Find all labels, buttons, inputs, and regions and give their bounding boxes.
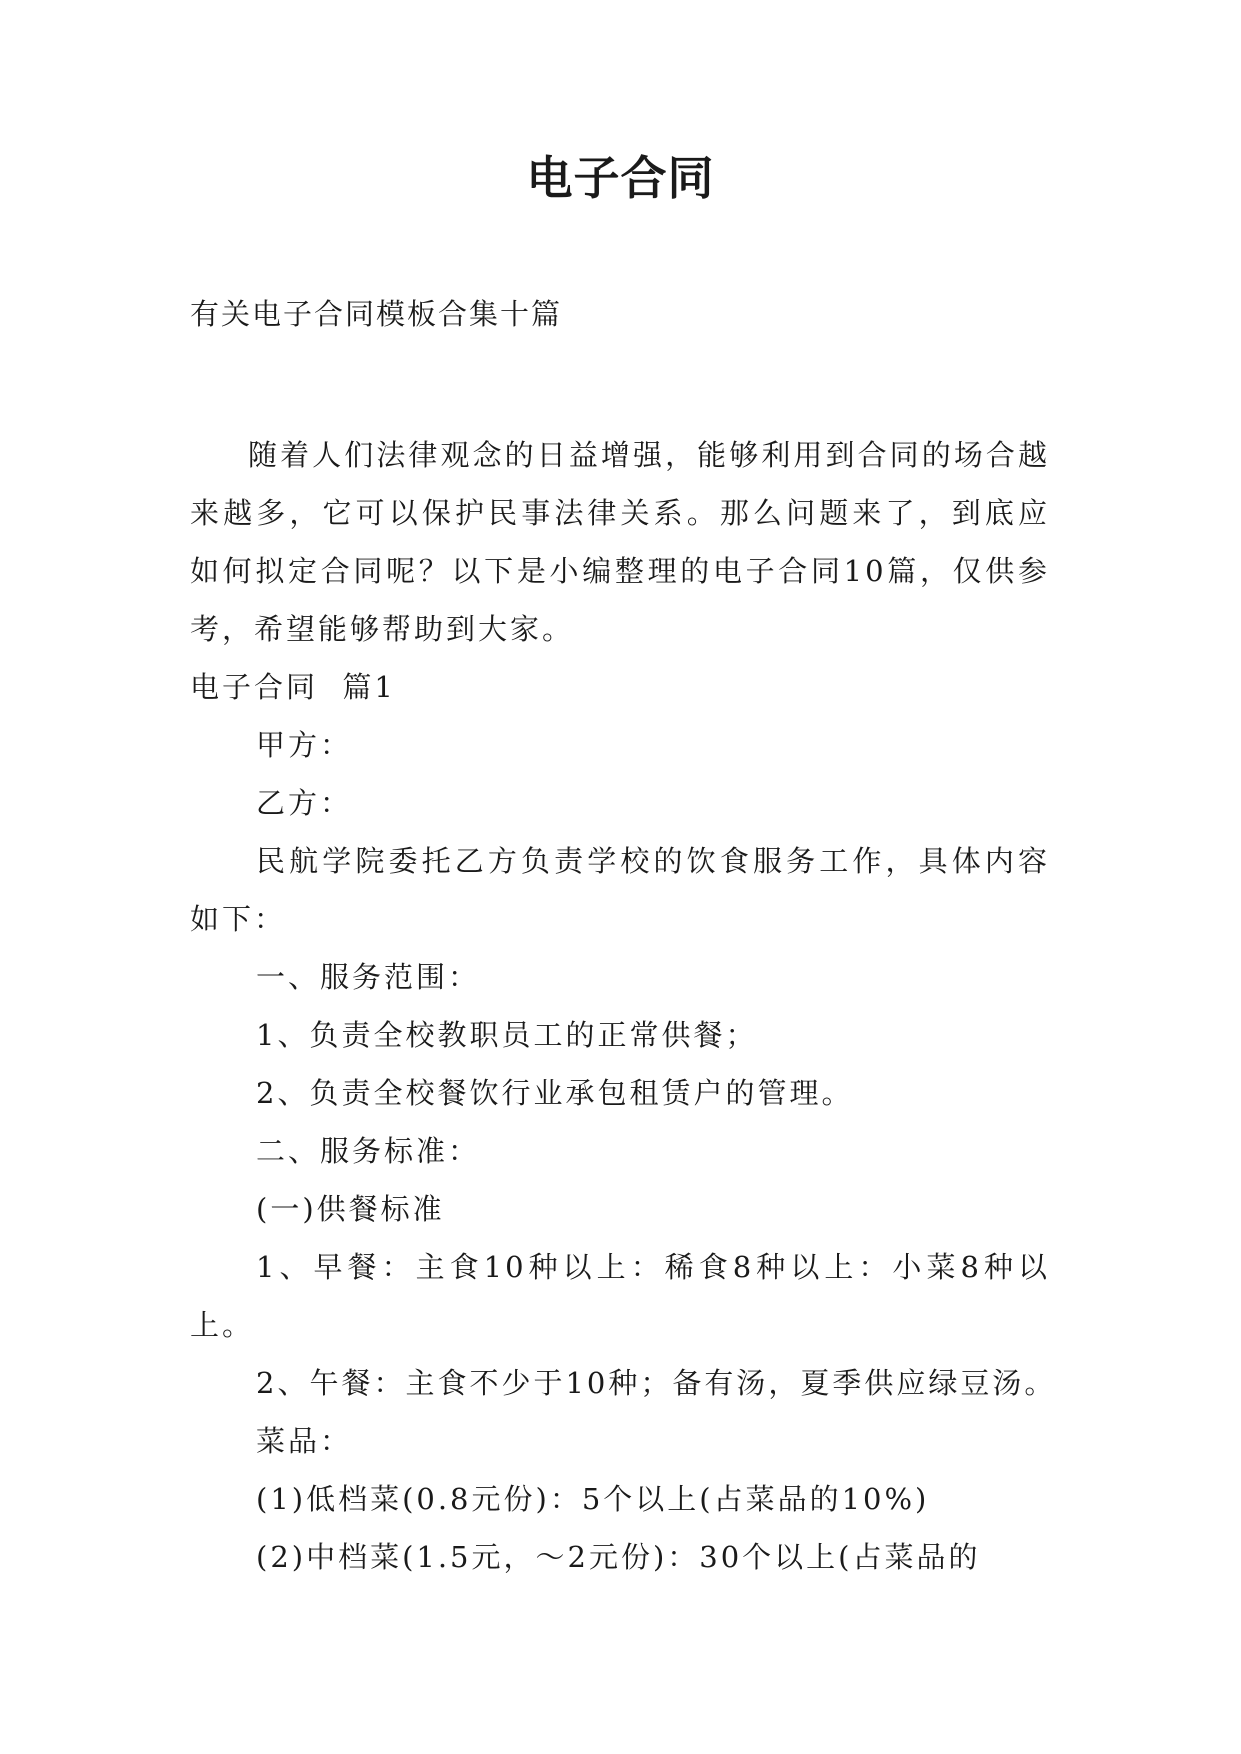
scope-item-2: 2、负责全校餐饮行业承包租赁户的管理。 (256, 1076, 854, 1110)
intro-paragraph: 随着人们法律观念的日益增强，能够利用到合同的场合越来越多，它可以保护民事法律关系。那么问题来了，到底应如何拟定合同呢？以下是小编整理的电子合同10篇，仅供参考，希望能够帮助到大家。 (190, 438, 1050, 646)
party-a-line: 甲方： (256, 728, 353, 762)
low-grade-dishes: (1)低档菜(0.8元份)：5个以上(占菜品的10%) (256, 1482, 930, 1516)
party-b-line: 乙方： (256, 786, 353, 820)
contract-text (190, 658, 1057, 1586)
service-standard-heading: 二、服务标准： (256, 1134, 481, 1168)
dishes-heading: 菜品： (256, 1424, 353, 1458)
section-heading: 电子合同 篇1 (190, 670, 396, 704)
service-scope-heading: 一、服务范围： (256, 960, 481, 994)
document-body (190, 288, 1057, 1586)
commission-paragraph: 民航学院委托乙方负责学校的饮食服务工作，具体内容如下： (190, 844, 1050, 936)
mid-grade-dishes: (2)中档菜(1.5元，～2元份)：30个以上(占菜品的 (256, 1540, 981, 1574)
lunch-standard: 2、午餐：主食不少于10种；备有汤，夏季供应绿豆汤。 (256, 1366, 1057, 1400)
scope-item-1: 1、负责全校教职员工的正常供餐； (256, 1018, 758, 1052)
meal-standard-heading: (一)供餐标准 (256, 1192, 445, 1226)
document-title: 电子合同 (526, 151, 715, 205)
document-subtitle: 有关电子合同模板合集十篇 (190, 297, 563, 331)
breakfast-standard: 1、早餐：主食10种以上：稀食8种以上：小菜8种以上。 (190, 1250, 1050, 1342)
